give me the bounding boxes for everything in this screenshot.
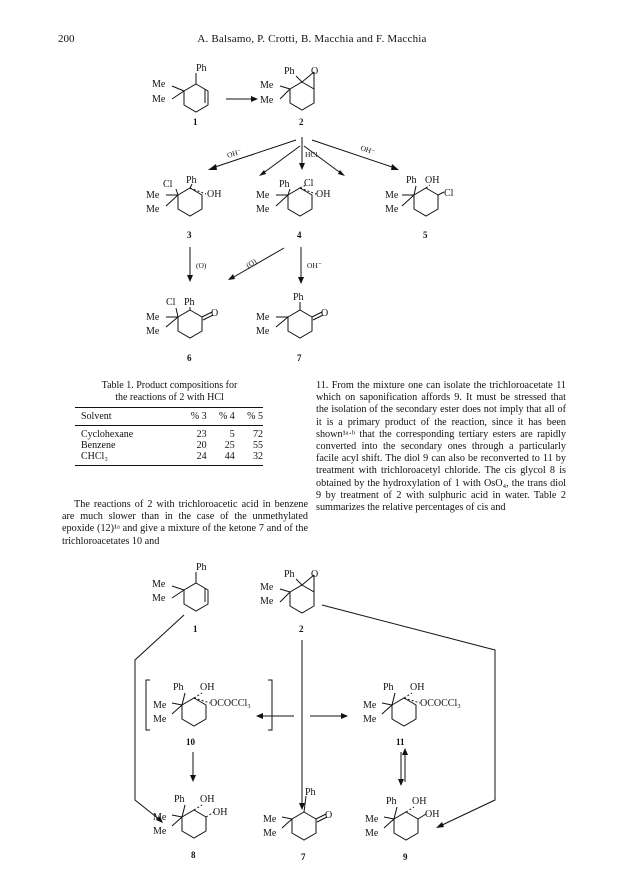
label-me: Me (256, 312, 270, 323)
conversion-arrows (190, 748, 408, 786)
compound-10-structure (146, 680, 272, 747)
compound-2-structure (260, 66, 318, 127)
table-header: % 4 (207, 408, 235, 426)
label-oh: OH (213, 807, 228, 818)
label-cl: Cl (444, 188, 454, 199)
label-ph: Ph (305, 787, 316, 798)
compound-number-3: 3 (187, 230, 192, 240)
label-oh: OH (410, 682, 425, 693)
label-ph: Ph (383, 682, 394, 693)
table-cell: 32 (235, 451, 263, 466)
table-header: % 3 (178, 408, 206, 426)
label-cl: Cl (304, 178, 314, 189)
body-paragraph-left: The reactions of 2 with trichloroacetic acid in benzene are much slower than in the case of the unmethylated epoxide (12)¹ᵃ and give a mixture of the ketone 7 and of the trichloroacetates 10 and (62, 499, 308, 547)
label-me: Me (153, 826, 167, 837)
label-ph: Ph (173, 682, 184, 693)
label-me: Me (256, 190, 270, 201)
compound-11-structure (363, 682, 461, 747)
label-ph: Ph (174, 794, 185, 805)
label-me: Me (263, 828, 277, 839)
label-me: Me (256, 204, 270, 215)
compound-number-1: 1 (193, 624, 198, 634)
table-header: Solvent (75, 408, 178, 426)
compound-5-structure (385, 175, 454, 240)
label-oh: OH (425, 175, 440, 186)
compound-number-7: 7 (297, 353, 302, 363)
label-ph: Ph (184, 297, 195, 308)
label-oh: OH (200, 682, 215, 693)
label-me: Me (152, 579, 166, 590)
reaction-scheme-1 (0, 0, 624, 380)
label-ococcl3: OCOCCl₃ (210, 698, 251, 709)
table-cell: Benzene (81, 440, 116, 451)
label-ph: Ph (406, 175, 417, 186)
table-row (75, 426, 263, 441)
table-header-row (75, 408, 263, 426)
table-caption (72, 380, 267, 404)
label-oh: OH (425, 809, 440, 820)
label-me: Me (146, 312, 160, 323)
compound-4-structure (256, 178, 330, 240)
label-me: Me (260, 596, 274, 607)
label-me: Me (260, 95, 274, 106)
label-cl: Cl (166, 297, 176, 308)
label-o: O (321, 308, 329, 319)
compound-number-6: 6 (187, 353, 192, 363)
table-cell: 20 (196, 440, 207, 451)
table-cell: 55 (253, 440, 263, 451)
label-oh: OH (200, 794, 215, 805)
label-me: Me (260, 582, 274, 593)
compound-number-2: 2 (299, 624, 304, 634)
table-caption-line-1: Table 1. Product compositions for (101, 380, 238, 391)
label-ox: (O) (244, 256, 259, 270)
compound-7-structure (263, 787, 332, 862)
table-caption-line-2: the reactions of 2 with HCl (115, 392, 224, 403)
label-me: Me (153, 812, 167, 823)
table-cell: 72 (253, 429, 263, 440)
label-oh: OH (207, 189, 222, 200)
compound-number-9: 9 (403, 852, 408, 862)
label-ph: Ph (386, 796, 397, 807)
table-cell: Cyclohexane (81, 429, 134, 440)
label-me: Me (365, 828, 379, 839)
table-cell: 25 (224, 440, 235, 451)
running-head: A. Balsamo, P. Crotti, B. Macchia and F. Macchia (197, 33, 427, 45)
label-me: Me (385, 190, 399, 201)
label-ph: Ph (293, 292, 304, 303)
label-me: Me (365, 814, 379, 825)
label-me: Me (256, 326, 270, 337)
label-me: Me (146, 190, 160, 201)
label-me: Me (260, 80, 274, 91)
label-ph: Ph (186, 175, 197, 186)
table-cell: 44 (207, 451, 235, 466)
label-me: Me (385, 204, 399, 215)
label-ph: Ph (196, 63, 207, 74)
label-ph: Ph (196, 562, 207, 573)
compound-3-structure (146, 175, 221, 240)
compound-number-2: 2 (299, 117, 304, 127)
label-me: Me (153, 700, 167, 711)
label-me: Me (152, 94, 166, 105)
compound-8-structure (153, 794, 227, 860)
reaction-scheme-2 (0, 555, 624, 893)
label-me: Me (153, 714, 167, 725)
compound-7-structure (256, 292, 328, 363)
label-oh-minus: OH⁻ (307, 261, 322, 270)
label-o: O (325, 810, 333, 821)
body-paragraph-right: 11. From the mixture one can isolate the trichloroacetate 11 which on saponification affords 9. It must be stressed that the isolation of the secondary ester does not imply that all of it is a primary product of the reaction, since it has been shown¹ᵃ·ᵇ that the corresponding tertiary esters are rapidly converted into the secondary ones through a particularly facile acyl shift. The diol 9 can also be reconverted to 11 by treatment with trichloroacetyl chloride. The cis glycol 8 is obtained by the hydroxylation of 1 with OsO₄, the trans diol 9 by treatment of 2 with sulphuric acid in water. Table 2 summarizes the relative percentages of cis and (316, 380, 566, 514)
label-ph: Ph (284, 569, 295, 580)
oxidation-arrows (187, 247, 322, 284)
reaction-arrow (226, 96, 258, 102)
compound-number-11: 11 (396, 737, 405, 747)
label-me: Me (363, 700, 377, 711)
label-me: Me (263, 814, 277, 825)
label-me: Me (146, 326, 160, 337)
compound-number-10: 10 (186, 737, 195, 747)
compound-number-5: 5 (423, 230, 428, 240)
label-hcl: HCl (305, 150, 318, 159)
label-ph: Ph (284, 66, 295, 77)
compound-1-structure (152, 63, 208, 127)
compound-number-8: 8 (191, 850, 196, 860)
label-ococcl3: OCOCCl₃ (420, 698, 461, 709)
label-me: Me (152, 593, 166, 604)
label-oh: OH (412, 796, 427, 807)
label-oh-minus: OH⁻ (225, 146, 243, 160)
compound-1-structure (152, 562, 208, 634)
label-oh-minus: OH⁻ (359, 143, 377, 157)
table-row (75, 451, 263, 466)
label-o: O (311, 569, 319, 580)
compound-number-7: 7 (301, 852, 306, 862)
compound-number-1: 1 (193, 117, 198, 127)
label-me: Me (363, 714, 377, 725)
label-me: Me (146, 204, 160, 215)
label-me: Me (152, 79, 166, 90)
compound-number-4: 4 (297, 230, 302, 240)
composition-table (75, 407, 263, 466)
table-row (75, 440, 263, 451)
page-number: 200 (58, 33, 75, 45)
compound-6-structure (146, 297, 218, 363)
label-oh: OH (316, 189, 331, 200)
table-cell: 24 (178, 451, 206, 466)
label-o: O (211, 308, 219, 319)
table-cell: 23 (196, 429, 207, 440)
table-cell: CHCl₃ (75, 451, 178, 466)
compound-2-structure (260, 569, 318, 634)
table-header: % 5 (235, 408, 263, 426)
reaction-arrows-from-2 (208, 137, 399, 176)
table-cell: 5 (229, 429, 235, 440)
label-ox: (O) (196, 261, 207, 270)
label-o: O (311, 66, 319, 77)
label-cl: Cl (163, 179, 173, 190)
label-ph: Ph (279, 179, 290, 190)
compound-9-structure (365, 796, 439, 862)
